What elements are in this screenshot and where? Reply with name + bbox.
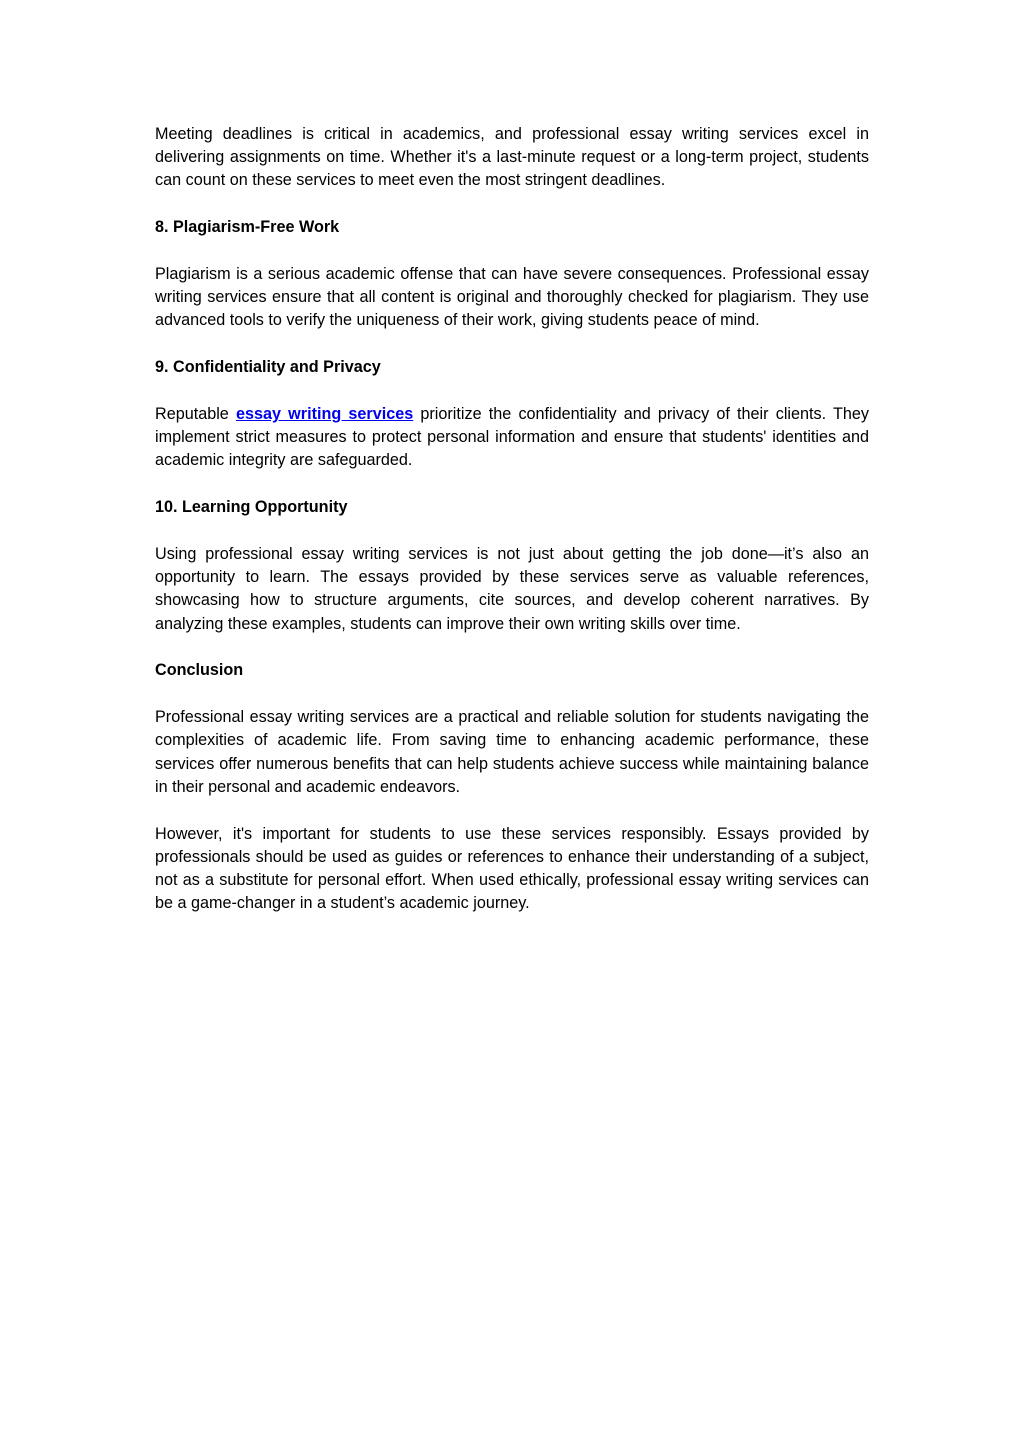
section-heading-confidentiality: 9. Confidentiality and Privacy — [155, 358, 381, 377]
section-heading-conclusion: Conclusion — [155, 661, 244, 680]
plagiarism-paragraph: Plagiarism is a serious academic offense that can have severe consequences. Professional essay writing services ensure that all content is original and thoroughly checked for plagiarism. They use advanced tools to verify the uniqueness of their work, giving students peace of mind. — [155, 265, 869, 330]
learning-paragraph: Using professional essay writing services is not just about getting the job done—it’s also an opportunity to learn. The essays provided by these services serve as valuable references, showcasing how to structure arguments, cite sources, and develop coherent narratives. By analyzing these examples, students can improve their own writing skills over time. — [155, 545, 869, 633]
confidentiality-text-before-link: Reputable — [155, 405, 236, 423]
confidentiality-paragraph — [155, 403, 869, 473]
conclusion-paragraph-2: However, it's important for students to use these services responsibly. Essays provided by professionals should be used as guides or references to enhance their understanding of a subject, not as a substitute for personal effort. When used ethically, professional essay writing services can be a game-changer in a student’s academic journey. — [155, 824, 869, 913]
essay-writing-services-link[interactable]: essay writing services — [235, 405, 414, 423]
section-heading-plagiarism: 8. Plagiarism-Free Work — [155, 218, 340, 237]
document-page — [155, 123, 869, 939]
confidentiality-text-after-link: prioritize the confidentiality and privacy of their clients. They implement strict measures to protect personal information and ensure that students' identities and academic integrity are safeguarded. — [155, 405, 869, 470]
conclusion-paragraph-1: Professional essay writing services are a practical and reliable solution for students navigating the complexities of academic life. From saving time to enhancing academic performance, these services offer numerous benefits that can help students achieve success while maintaining balance in their personal and academic endeavors. — [155, 708, 869, 796]
section-heading-learning: 10. Learning Opportunity — [155, 498, 348, 517]
intro-paragraph: Meeting deadlines is critical in academics, and professional essay writing services excel in delivering assignments on time. Whether it's a last-minute request or a long-term project, students can count on these services to meet even the most stringent deadlines. — [155, 125, 869, 190]
